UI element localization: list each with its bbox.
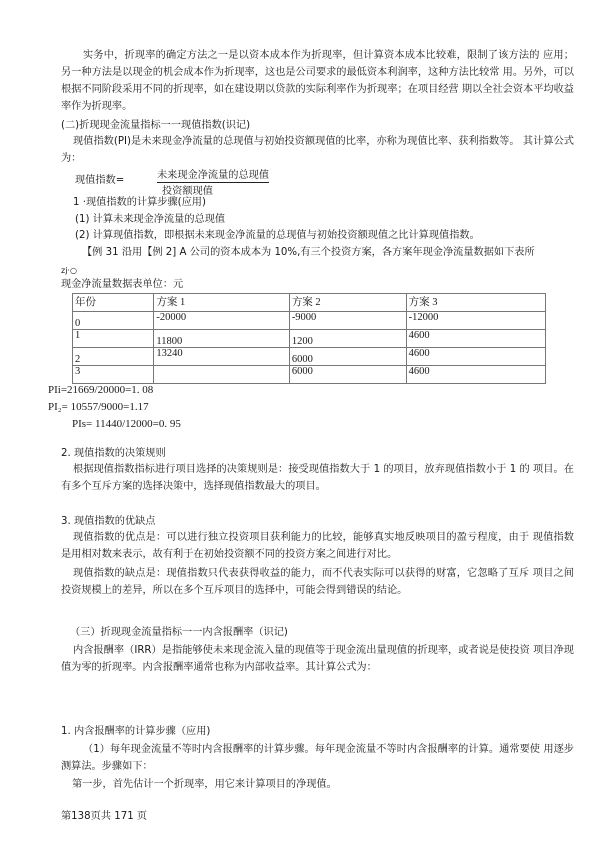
table-cell: 0 xyxy=(73,312,154,330)
cons-text: 现值指数的缺点是：现值指数只代表获得收益的能力，而不代表实际可以获得的财富，它忽略了互斥 项目之间投资规模上的差异，所以在多个互斥项目的选择中，可能会得到错误的结论。 xyxy=(61,568,574,596)
irr-definition: 内含报酬率（IRR）是指能够使未来现金流入量的现值等于现金流出量现值的折现率，或者说是使投资 项目净现值为零的折现率。内含报酬率通常也称为内部收益率。其计算公式为： xyxy=(61,645,574,673)
cash-flow-table xyxy=(72,293,546,384)
steps-title-pi: 1 ·现值指数的计算步骤(应用) xyxy=(73,197,206,208)
rule-text: 根据现值指数指标进行项目选择的决策规则是：接受现值指数大于 1 的项目，放弃现值指数小于 1 的 项目。在有多个互斥方案的选择决策中，选择现值指数最大的项目。 xyxy=(61,464,574,492)
steps-title-irr: 1. 内含报酬率的计算步骤（应用) xyxy=(61,726,211,737)
pi-result-1: PIi=21669/20000=1. 08 xyxy=(48,384,154,396)
table-caption: 现金净流量数据表单位：元 xyxy=(61,279,184,290)
table-cell: 4600 xyxy=(406,330,545,348)
rule-title: 2. 现值指数的决策规则 xyxy=(61,448,166,459)
table-cell: 3 xyxy=(73,366,154,384)
table-row xyxy=(73,348,546,366)
table-cell: 4600 xyxy=(406,348,545,366)
table-header-row xyxy=(73,294,546,312)
table-header: 年份 xyxy=(73,294,154,312)
pi-result-2: PI₂= 10557/9000=1.17 xyxy=(48,401,149,413)
formula-numerator: 未来现金净流量的总现值 xyxy=(157,166,269,183)
table-row xyxy=(73,366,546,384)
section-heading-irr: （三）折现现金流量指标一一内含报酬率（识记) xyxy=(70,627,288,638)
step-1-pi: (1) 计算未来现金净流量的总现值 xyxy=(75,214,226,225)
section-heading-pi: (二)折现现金流量指标一一现值指数(识记) xyxy=(61,120,251,131)
table-row xyxy=(73,312,546,330)
table-header: 方案 3 xyxy=(406,294,545,312)
example-tail: zj·○ xyxy=(61,266,77,275)
step-1-irr: （1）每年现金流量不等时内含报酬率的计算步骤。每年现金流量不等时内含报酬率的计算。通常要使 用逐步测算法。步骤如下： xyxy=(61,744,574,772)
step-2-pi: (2) 计算现值指数，即根据未来现金净流量的总现值与初始投资额现值之比计算现值指数。 xyxy=(75,230,480,241)
table-cell: -20000 xyxy=(154,312,289,330)
table-cell: 1 xyxy=(73,330,154,348)
page-footer: 第138页共 171 页 xyxy=(61,811,148,822)
table-cell: 4600 xyxy=(406,366,545,384)
pros-text: 现值指数的优点是：可以进行独立投资项目获利能力的比较，能够真实地反映项目的盈亏程度，由于 现值指数是用相对数来表示，故有利于在初始投资额不同的投资方案之间进行对比。 xyxy=(61,532,574,560)
table-cell: 11800 xyxy=(154,330,289,348)
table-cell: 13240 xyxy=(154,348,289,366)
pi-definition: 现值指数(PI)是未来现金净流量的总现值与初始投资额现值的比率，亦称为现值比率、获利指数等。 其计算公式为： xyxy=(61,136,574,164)
first-step-text: 第一步，首先估计一个折现率，用它来计算项目的净现值。 xyxy=(72,779,337,790)
table-cell: 6000 xyxy=(289,348,406,366)
table-cell: -12000 xyxy=(406,312,545,330)
table-header: 方案 2 xyxy=(289,294,406,312)
table-cell: -9000 xyxy=(289,312,406,330)
table-cell: 1200 xyxy=(289,330,406,348)
formula-denominator: 投资额现值 xyxy=(162,186,213,197)
table-cell xyxy=(154,366,289,384)
pi-result-3: PIs= 11440/12000=0. 95 xyxy=(72,418,181,430)
table-cell: 6000 xyxy=(289,366,406,384)
example-text: 【例 31 沿用【例 2] A 公司的资本成本为 10%,有三个投资方案，各方案年现金净流量数据如下表所 xyxy=(82,247,535,258)
formula-lhs: 现值指数= xyxy=(75,175,125,186)
table-cell: 2 xyxy=(73,348,154,366)
intro-paragraph: 实务中，折现率的确定方法之一是以资本成本作为折现率，但计算资本成本比较难，限制了该方法的 应用；另一种方法是以现金的机会成本作为折现率，这也是公司要求的最低资本利润率，这种方法比较常 用。另外，可以根据不同阶段采用不同的折现率，如在建设期以贷款的实际利率作为折现率；在项目经营 期以全社会资本平均收益率作为折现率。 xyxy=(61,50,574,112)
pros-cons-title: 3. 现值指数的优缺点 xyxy=(61,516,156,527)
table-row xyxy=(73,330,546,348)
table-header: 方案 1 xyxy=(154,294,289,312)
